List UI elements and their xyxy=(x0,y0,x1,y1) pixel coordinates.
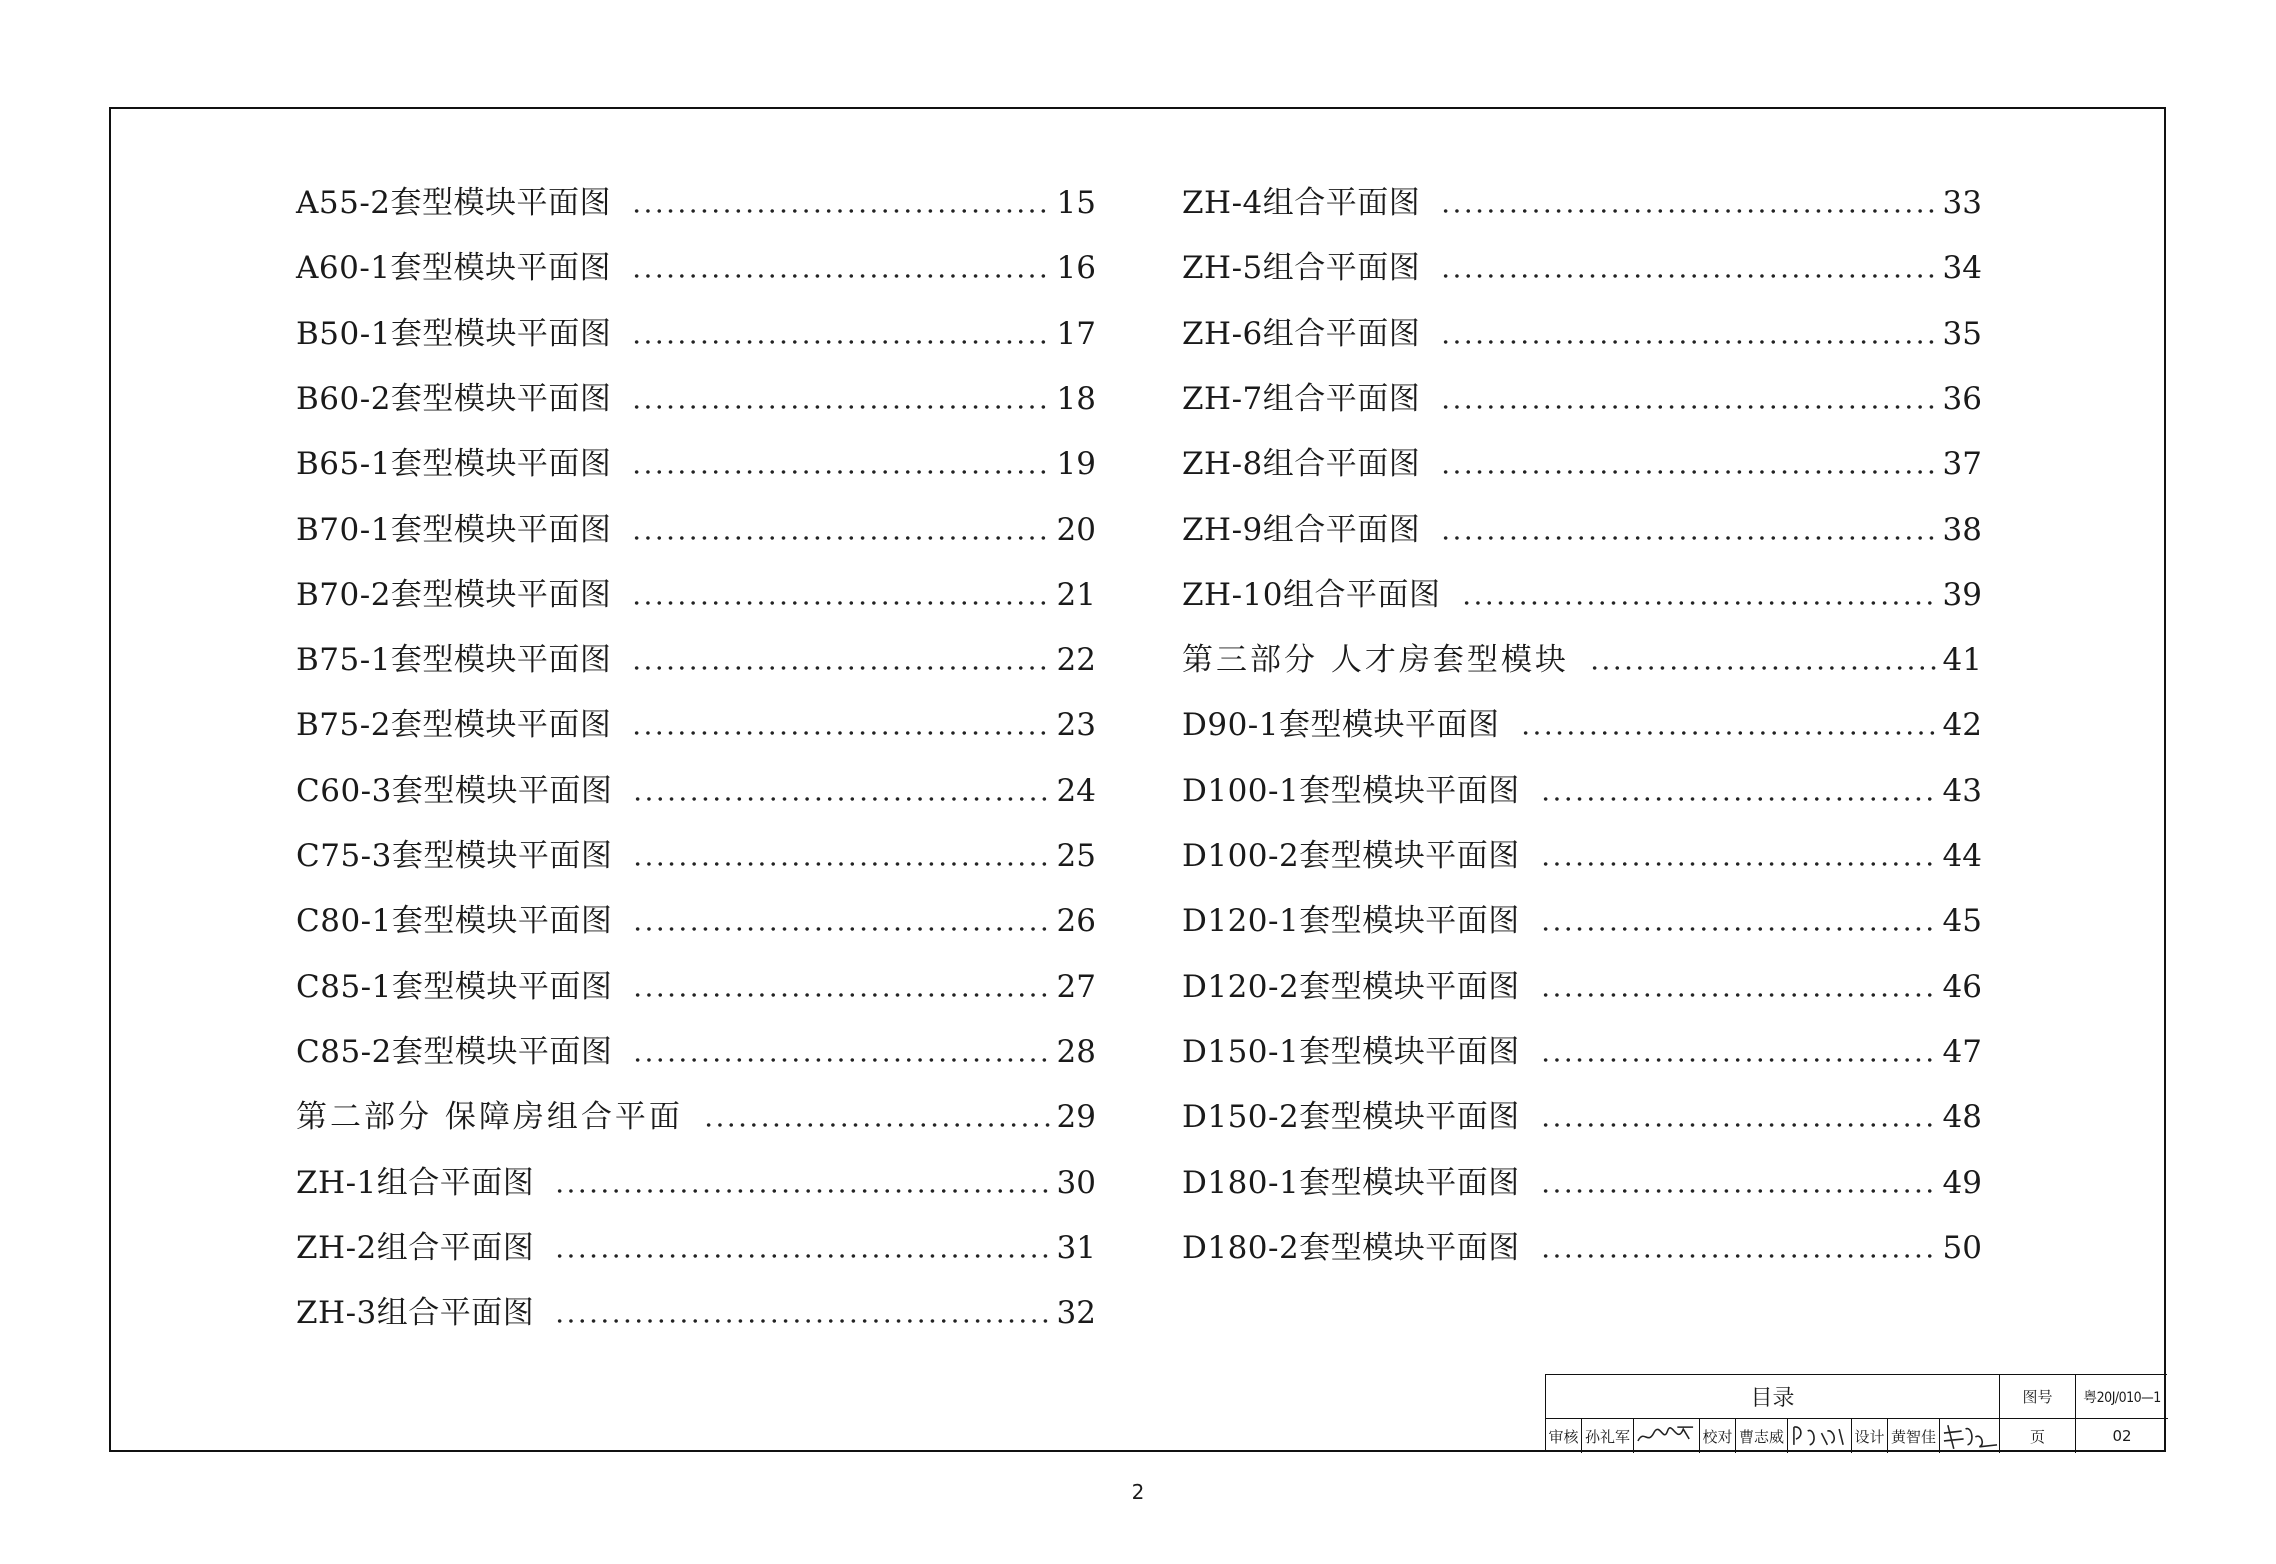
designer-signature xyxy=(1940,1419,2000,1453)
toc-entry-title: B50-1套型模块平面图 xyxy=(296,316,612,352)
toc-entry xyxy=(296,687,1096,741)
toc-entry xyxy=(1182,557,1982,611)
toc-entry xyxy=(296,230,1096,284)
drawing-number: 粤20J/010—1 xyxy=(2076,1375,2168,1419)
dot-leader xyxy=(632,1058,1050,1062)
toc-entry xyxy=(1182,1210,1982,1264)
dot-leader xyxy=(554,1189,1050,1193)
toc-entry-title: ZH-9组合平面图 xyxy=(1182,512,1421,548)
dot-leader xyxy=(703,1123,1051,1127)
toc-entry-title: ZH-8组合平面图 xyxy=(1182,446,1421,482)
dot-leader xyxy=(631,340,1050,344)
toc-entry-page: 46 xyxy=(1942,969,1982,1005)
design-label: 设计 xyxy=(1852,1419,1888,1453)
toc-entry xyxy=(1182,492,1982,546)
dot-leader xyxy=(1440,405,1936,409)
toc-entry-page: 32 xyxy=(1056,1295,1096,1331)
toc-entry-page: 48 xyxy=(1942,1099,1982,1135)
dot-leader xyxy=(554,1319,1050,1323)
toc-entry xyxy=(296,1079,1096,1133)
toc-entry-title: ZH-10组合平面图 xyxy=(1182,577,1441,613)
toc-entry xyxy=(296,1145,1096,1199)
dot-leader xyxy=(1440,274,1936,278)
toc-entry-title: C85-1套型模块平面图 xyxy=(296,969,613,1005)
toc-entry xyxy=(296,1014,1096,1068)
toc-entry xyxy=(1182,687,1982,741)
toc-entry-page: 28 xyxy=(1056,1034,1096,1070)
title-block-title: 目录 xyxy=(1546,1375,2000,1419)
toc-entry-title: D180-1套型模块平面图 xyxy=(1182,1165,1520,1201)
toc-entry-page: 35 xyxy=(1942,316,1982,352)
toc-entry-title: ZH-7组合平面图 xyxy=(1182,381,1421,417)
toc-entry-page: 21 xyxy=(1056,577,1096,613)
drawing-number-label: 图号 xyxy=(2000,1375,2076,1419)
toc-entry-page: 37 xyxy=(1942,446,1982,482)
dot-leader xyxy=(632,993,1050,997)
page-number: 02 xyxy=(2112,1427,2132,1445)
toc-entry xyxy=(296,818,1096,872)
toc-entry-title: B70-2套型模块平面图 xyxy=(296,577,612,613)
dot-leader xyxy=(1540,993,1937,997)
toc-entry-title: C80-1套型模块平面图 xyxy=(296,903,613,939)
dot-leader xyxy=(1540,1123,1937,1127)
toc-entry-page: 30 xyxy=(1056,1165,1096,1201)
toc-entry xyxy=(1182,883,1982,937)
dot-leader xyxy=(632,797,1050,801)
toc-entry-page: 16 xyxy=(1056,250,1096,286)
toc-entry xyxy=(1182,1014,1982,1068)
dot-leader xyxy=(1540,1058,1937,1062)
toc-entry-page: 31 xyxy=(1056,1230,1096,1266)
dot-leader xyxy=(1540,1189,1937,1193)
dot-leader xyxy=(631,666,1050,670)
toc-entry-page: 44 xyxy=(1942,838,1982,874)
toc-entry-page: 23 xyxy=(1056,707,1096,743)
toc-entry xyxy=(1182,818,1982,872)
dot-leader xyxy=(631,731,1050,735)
toc-entry-title: A60-1套型模块平面图 xyxy=(296,250,612,286)
toc-entry xyxy=(296,883,1096,937)
toc-entry-title: ZH-2组合平面图 xyxy=(296,1230,535,1266)
toc-entry-page: 17 xyxy=(1056,316,1096,352)
toc-entry-page: 36 xyxy=(1942,381,1982,417)
toc-entry-page: 47 xyxy=(1942,1034,1982,1070)
dot-leader xyxy=(631,536,1050,540)
toc-entry-title: 第三部分 人才房套型模块 xyxy=(1182,642,1569,678)
toc-entry-page: 27 xyxy=(1056,969,1096,1005)
toc-entry-page: 20 xyxy=(1056,512,1096,548)
toc-entry xyxy=(296,492,1096,546)
check-label: 校对 xyxy=(1700,1419,1736,1453)
toc-entry-page: 25 xyxy=(1056,838,1096,874)
toc-entry xyxy=(1182,1145,1982,1199)
toc-entry-page: 41 xyxy=(1942,642,1982,678)
toc-entry-title: D120-2套型模块平面图 xyxy=(1182,969,1520,1005)
dot-leader xyxy=(631,470,1050,474)
toc-entry-title: C75-3套型模块平面图 xyxy=(296,838,613,874)
dot-leader xyxy=(632,927,1050,931)
toc-entry xyxy=(1182,1079,1982,1133)
checker-signature xyxy=(1788,1419,1852,1453)
toc-entry-page: 49 xyxy=(1942,1165,1982,1201)
dot-leader xyxy=(1589,666,1937,670)
toc-entry xyxy=(296,296,1096,350)
toc-entry xyxy=(296,949,1096,1003)
toc-entry xyxy=(1182,426,1982,480)
toc-entry-title: D100-1套型模块平面图 xyxy=(1182,773,1520,809)
toc-entry-page: 26 xyxy=(1056,903,1096,939)
dot-leader xyxy=(632,862,1050,866)
dot-leader xyxy=(631,274,1051,278)
toc-entry-page: 33 xyxy=(1942,185,1982,221)
footer-page-number: 2 xyxy=(1131,1480,1145,1504)
toc-entry xyxy=(296,361,1096,415)
toc-entry-page: 50 xyxy=(1942,1230,1982,1266)
toc-entry-title: A55-2套型模块平面图 xyxy=(296,185,612,221)
dot-leader xyxy=(1440,340,1936,344)
toc-entry-title: ZH-6组合平面图 xyxy=(1182,316,1421,352)
toc-entry-title: ZH-5组合平面图 xyxy=(1182,250,1421,286)
toc-entry-title: D150-2套型模块平面图 xyxy=(1182,1099,1520,1135)
toc-entry-page: 18 xyxy=(1056,381,1096,417)
toc-entry xyxy=(1182,361,1982,415)
toc-entry-title: D90-1套型模块平面图 xyxy=(1182,707,1500,743)
toc-entry xyxy=(296,622,1096,676)
toc-entry xyxy=(296,557,1096,611)
toc-entry xyxy=(1182,753,1982,807)
toc-entry-title: C60-3套型模块平面图 xyxy=(296,773,613,809)
title-block xyxy=(1545,1374,2167,1452)
toc-entry-title: ZH-3组合平面图 xyxy=(296,1295,535,1331)
toc-entry-page: 42 xyxy=(1942,707,1982,743)
drawing-frame xyxy=(109,107,2166,1452)
toc-entry xyxy=(296,165,1096,219)
toc-entry xyxy=(1182,622,1982,676)
dot-leader xyxy=(1440,209,1936,213)
dot-leader xyxy=(1540,1254,1937,1258)
toc-entry-title: B70-1套型模块平面图 xyxy=(296,512,612,548)
toc-entry-title: B60-2套型模块平面图 xyxy=(296,381,612,417)
dot-leader xyxy=(1461,601,1937,605)
dot-leader xyxy=(1520,731,1937,735)
toc-entry-title: D180-2套型模块平面图 xyxy=(1182,1230,1520,1266)
toc-entry-page: 34 xyxy=(1942,250,1982,286)
toc-entry-page: 22 xyxy=(1056,642,1096,678)
toc-entry-page: 39 xyxy=(1942,577,1982,613)
toc-entry-title: ZH-1组合平面图 xyxy=(296,1165,535,1201)
reviewer-signature xyxy=(1634,1419,1700,1453)
designer-name: 黄智佳 xyxy=(1888,1419,1940,1453)
toc-entry-page: 43 xyxy=(1942,773,1982,809)
dot-leader xyxy=(631,601,1050,605)
toc-entry xyxy=(296,426,1096,480)
reviewer-name: 孙礼军 xyxy=(1582,1419,1634,1453)
toc-entry-title: C85-2套型模块平面图 xyxy=(296,1034,613,1070)
toc-entry-page: 24 xyxy=(1056,773,1096,809)
toc-entry-page: 15 xyxy=(1056,185,1096,221)
page-label: 页 xyxy=(2000,1419,2076,1453)
toc-entry xyxy=(296,1275,1096,1329)
dot-leader xyxy=(554,1254,1050,1258)
toc-entry-title: B75-2套型模块平面图 xyxy=(296,707,612,743)
dot-leader xyxy=(1540,927,1937,931)
toc-entry-title: 第二部分 保障房组合平面 xyxy=(296,1099,683,1135)
toc-entry xyxy=(1182,165,1982,219)
toc-entry-page: 45 xyxy=(1942,903,1982,939)
toc-entry-page: 29 xyxy=(1056,1099,1096,1135)
toc-entry-page: 38 xyxy=(1942,512,1982,548)
dot-leader xyxy=(631,209,1051,213)
toc-entry xyxy=(1182,949,1982,1003)
toc-entry-title: ZH-4组合平面图 xyxy=(1182,185,1421,221)
toc-entry xyxy=(1182,230,1982,284)
toc-entry xyxy=(296,1210,1096,1264)
toc-entry-page: 19 xyxy=(1056,446,1096,482)
toc-entry-title: B75-1套型模块平面图 xyxy=(296,642,612,678)
checker-name: 曹志威 xyxy=(1736,1419,1788,1453)
toc-entry-title: B65-1套型模块平面图 xyxy=(296,446,612,482)
toc-entry-title: D100-2套型模块平面图 xyxy=(1182,838,1520,874)
toc-entry-title: D150-1套型模块平面图 xyxy=(1182,1034,1520,1070)
dot-leader xyxy=(1540,797,1937,801)
dot-leader xyxy=(1440,536,1936,540)
dot-leader xyxy=(1540,862,1937,866)
review-label: 审核 xyxy=(1546,1419,1582,1453)
toc-entry xyxy=(296,753,1096,807)
dot-leader xyxy=(631,405,1050,409)
toc-entry-title: D120-1套型模块平面图 xyxy=(1182,903,1520,939)
dot-leader xyxy=(1440,470,1936,474)
toc-entry xyxy=(1182,296,1982,350)
